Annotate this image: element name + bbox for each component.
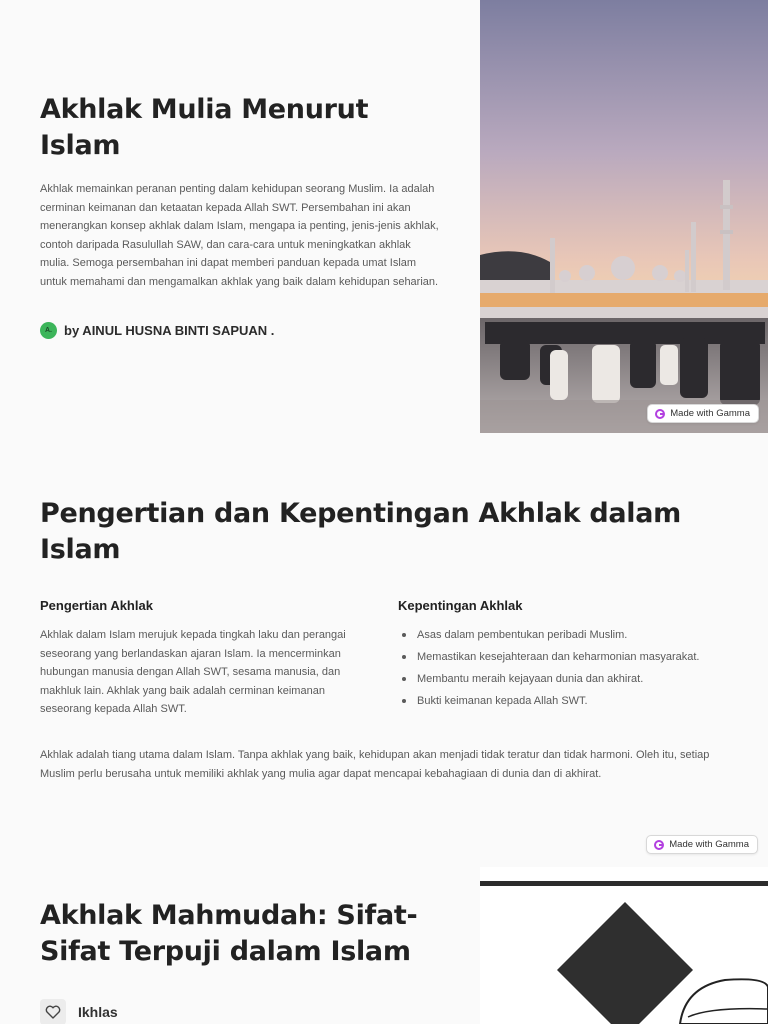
- list-item: Bukti keimanan kepada Allah SWT.: [400, 692, 700, 710]
- mosque-illustration: [480, 0, 768, 433]
- badge-label: Made with Gamma: [669, 839, 749, 850]
- author-line: [40, 322, 274, 339]
- slide-definition: [0, 433, 768, 867]
- importance-heading: Kepentingan Akhlak: [398, 598, 523, 613]
- author-name: by AINUL HUSNA BINTI SAPUAN .: [64, 323, 275, 338]
- section-title: Akhlak Mahmudah: Sifat-Sifat Terpuji dalam Islam: [40, 900, 418, 967]
- definition-heading: Pengertian Akhlak: [40, 598, 153, 613]
- slide-mahmudah: [0, 867, 768, 1024]
- badge-label: Made with Gamma: [670, 408, 750, 419]
- mosque-photo: [480, 0, 768, 433]
- avatar: A.: [40, 322, 57, 339]
- made-with-gamma-badge[interactable]: [646, 835, 758, 854]
- section-title: Pengertian dan Kepentingan Akhlak dalam Islam: [40, 498, 681, 565]
- trait-label: Ikhlas: [78, 1004, 118, 1020]
- intro-paragraph: Akhlak memainkan peranan penting dalam kehidupan seorang Muslim. Ia adalah cerminan keimanan dan ketaatan kepada Allah SWT. Persembahan ini akan menerangkan konsep akhlak dalam Islam, mengapa ia penting, jenis-jenis akhlak, contoh daripada Rasulullah SAW, dan cara-cara untuk meningkatkan akhlak mulia. Semoga persembahan ini dapat memberi panduan kepada umat Islam untuk memahami dan mengamalkan akhlak yang baik dalam kehidupan seharian.: [40, 183, 439, 288]
- summary-paragraph: Akhlak adalah tiang utama dalam Islam. Tanpa akhlak yang baik, kehidupan akan menjadi tidak teratur dan tidak harmoni. Oleh itu, setiap Muslim perlu berusaha untuk memiliki akhlak yang mulia agar dapat mencapai kebahagiaan di dunia dan di akhirat.: [40, 749, 710, 780]
- slide-intro: [0, 0, 768, 433]
- made-with-gamma-badge[interactable]: [647, 404, 759, 423]
- list-item: Asas dalam pembentukan peribadi Muslim.: [400, 626, 700, 644]
- trait-item: [40, 999, 118, 1024]
- page-title: Akhlak Mulia Menurut Islam: [40, 94, 369, 161]
- definition-body: Akhlak dalam Islam merujuk kepada tingkah laku dan perangai seseorang yang berlandaskan ajaran Islam. Ia mencerminkan hubungan manusia dengan Allah SWT, sesama manusia, dan makhluk lain. Akhlak yang baik adalah cerminan keimanan seseorang kepada Allah SWT.: [40, 629, 346, 715]
- gamma-icon: [655, 409, 665, 419]
- list-item: Memastikan kesejahteraan dan keharmonian masyarakat.: [400, 648, 700, 666]
- gamma-icon: [654, 840, 664, 850]
- kaaba-illustration: [480, 867, 768, 1024]
- importance-list: [400, 626, 700, 714]
- heart-icon: [40, 999, 66, 1024]
- list-item: Membantu meraih kejayaan dunia dan akhirat.: [400, 670, 700, 688]
